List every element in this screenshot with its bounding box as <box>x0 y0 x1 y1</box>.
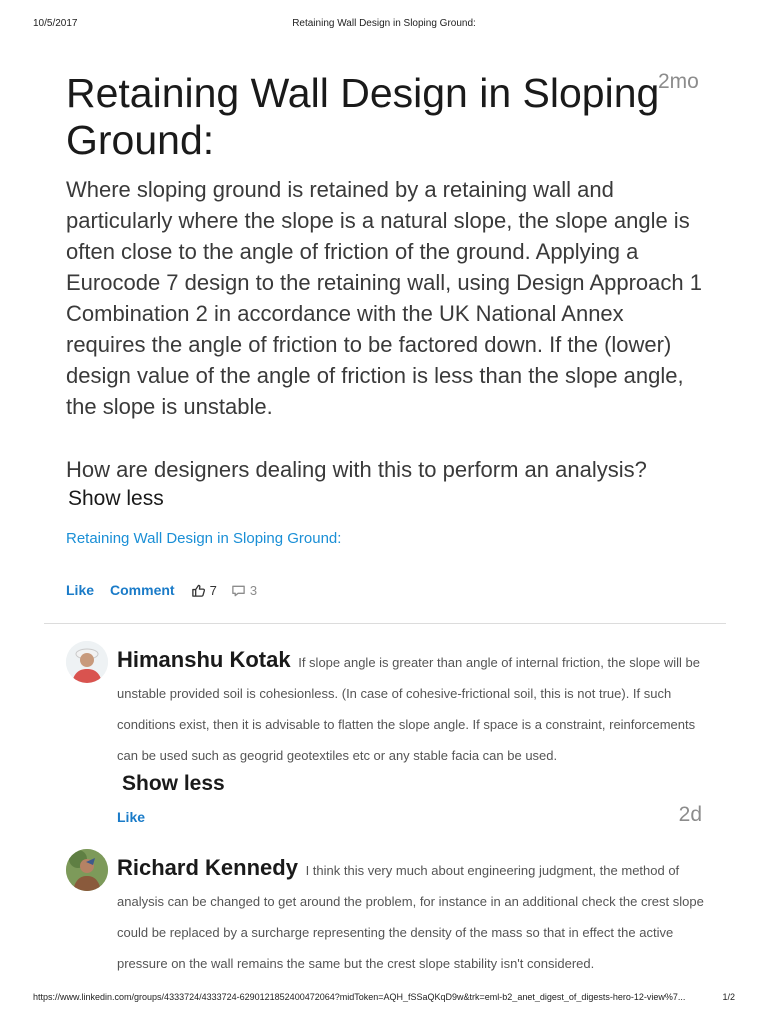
post-body: Where sloping ground is retained by a retaining wall and particularly where the slope is a natural slope, the slope angle is often close to the angle of friction of the ground. Applying a Eurocode 7 design to the retaining wall, using Design Approach 1 Combination 2 in accordance with the UK National Annex requires the angle of friction to be factored down. If the (lower) design value of the angle of friction is less than the slope angle, the slope is unstable. <box>66 177 702 419</box>
post-actions <box>66 580 271 600</box>
avatar[interactable] <box>66 641 108 683</box>
print-header <box>33 18 735 32</box>
show-less-button[interactable]: Show less <box>68 487 164 510</box>
comment-show-less-button[interactable]: Show less <box>122 772 225 795</box>
article-link[interactable]: Retaining Wall Design in Sloping Ground: <box>66 530 342 547</box>
comments-count-group[interactable] <box>231 583 257 598</box>
comment <box>117 852 709 979</box>
comment-author[interactable]: Richard Kennedy <box>117 855 298 880</box>
print-date: 10/5/2017 <box>33 18 78 29</box>
print-url: https://www.linkedin.com/groups/4333724/4333724-6290121852400472064?midToken=AQH_fSSaQKqD9w&trk=eml-b2_anet_digest_of_digests-hero-12-view%7... <box>33 992 686 1002</box>
comment-text: I think this very much about engineering judgment, the method of analysis can be changed to get around the problem, for instance in an additional check the crest slope could be replaced by a surcharge representing the density of the mass so that in effect the active pressure on the wall remains the same but the crest slope stability isn't considered. <box>117 863 704 971</box>
avatar-image <box>66 641 108 683</box>
comment-like-button[interactable]: Like <box>117 809 146 825</box>
post-timestamp: 2mo <box>658 70 699 93</box>
print-page-number: 1/2 <box>722 992 735 1002</box>
comment-timestamp: 2d <box>678 803 702 826</box>
comment-button[interactable]: Comment <box>110 582 175 598</box>
post-title: Retaining Wall Design in Sloping Ground: <box>66 70 660 163</box>
comments-count: 3 <box>249 582 258 598</box>
comment-author[interactable]: Himanshu Kotak <box>117 647 291 672</box>
divider <box>44 623 726 624</box>
post-question: How are designers dealing with this to perform an analysis? <box>66 457 647 482</box>
print-doc-title: Retaining Wall Design in Sloping Ground: <box>292 18 476 29</box>
comment-content <box>117 644 709 771</box>
like-button[interactable]: Like <box>66 582 95 598</box>
avatar[interactable] <box>66 849 108 891</box>
comment-text: If slope angle is greater than angle of internal friction, the slope will be unstable provided soil is cohesionless. (In case of cohesive-frictional soil, this is not true). If such conditions exist, then it is advisable to flatten the slope angle. If space is a constraint, reinforcements can be used such as geogrid geotextiles etc or any stable facia can be used. <box>117 655 701 763</box>
likes-count: 7 <box>209 582 217 598</box>
avatar-image <box>66 849 108 891</box>
likes-count-group[interactable] <box>191 583 217 598</box>
thumbs-up-icon <box>191 583 206 598</box>
print-footer <box>33 992 735 1006</box>
comment-bubble-icon <box>231 583 246 598</box>
comment <box>117 644 709 771</box>
comment-content <box>117 852 709 979</box>
